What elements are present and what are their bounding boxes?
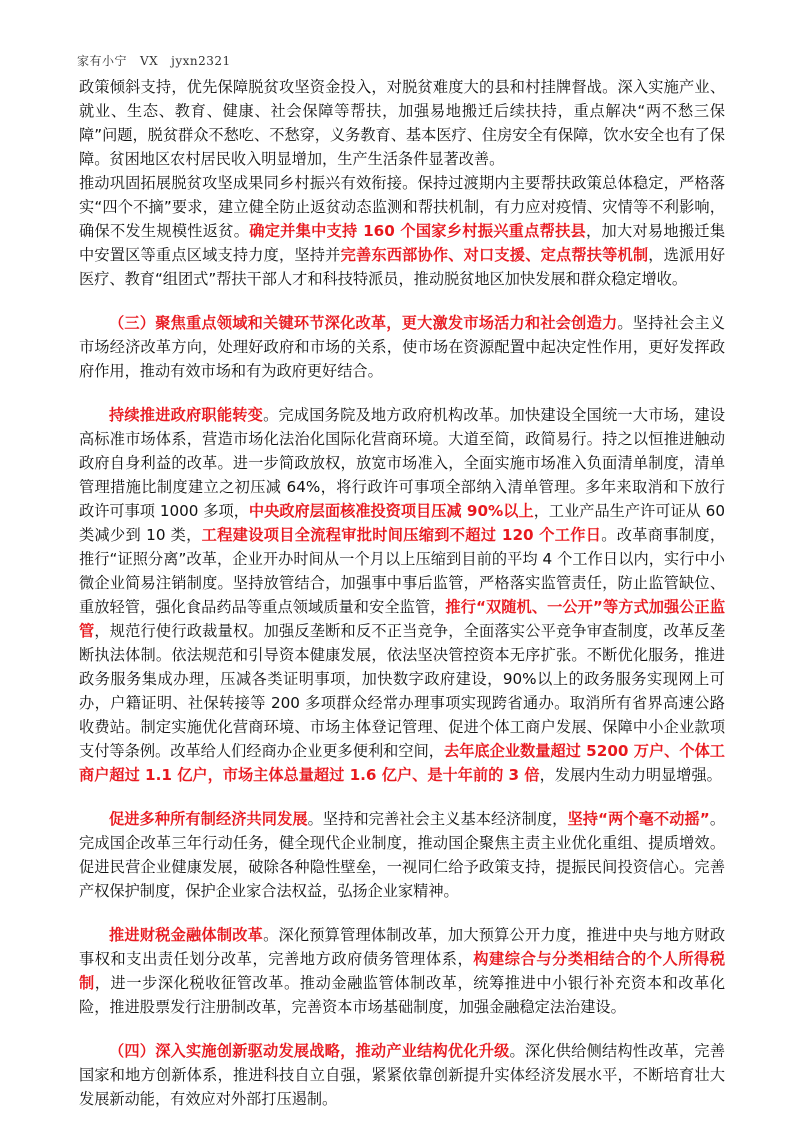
paragraph-gap <box>79 903 725 923</box>
highlighted-text: 确定并集中支持 160 个国家乡村振兴重点帮扶县 <box>249 222 587 240</box>
highlighted-text: 推进财税金融体制改革 <box>109 926 264 944</box>
paragraph-gap <box>79 383 725 403</box>
document-body <box>79 75 725 1111</box>
highlighted-text: 构建综合与分类相结合的个人所得税制 <box>79 950 726 992</box>
body-text: ，工业产品生产许可证从 60 类减少到 10 类， <box>79 502 726 544</box>
paragraph-gap <box>79 1019 725 1039</box>
body-text: 。深化预算管理体制改革，加大预算公开力度，推进中央与地方财政事权和支出责任划分改革，完善地方政府债务管理体系， <box>79 926 726 968</box>
body-text: ，加大对易地搬迁集中安置区等重点区域支持力度，坚持并 <box>79 222 725 264</box>
body-text: 政策倾斜支持，优先保障脱贫攻坚资金投入，对脱贫难度大的县和村挂牌督战。深入实施产业、就业、生态、教育、健康、社会保障等帮扶，加强易地搬迁后续扶持，重点解决“两不愁三保障”问题，脱贫群众不愁吃、不愁穿，义务教育、基本医疗、住房安全有保障，饮水安全也有了保障。贫困地区农村居民收入明显增加，生产生活条件显著改善。 <box>79 78 725 168</box>
highlighted-text: 中央政府层面核准投资项目压减 90%以上 <box>248 502 534 520</box>
highlighted-text: （三）聚焦重点领域和关键环节深化改革，更大激发市场活力和社会创造力 <box>109 314 618 332</box>
highlighted-text: 去年底企业数量超过 5200 万户、个体工商户超过 1.1 亿户，市场主体总量超过 1.6 亿户、是十年前的 3 倍 <box>79 742 725 784</box>
body-text: 。完成国企改革三年行动任务，健全现代企业制度，推动国企聚焦主责主业优化重组、提质增效。促进民营企业健康发展，破除各种隐性壁垒，一视同仁给予政策支持，提振民间投资信心。完善产权保护制度，保护企业家合法权益，弘扬企业家精神。 <box>79 810 726 900</box>
page-header <box>77 52 231 69</box>
body-text: 。完成国务院及地方政府机构改革。加快建设全国统一大市场，建设高标准市场体系，营造市场化法治化国际化营商环境。大道至简，政简易行。持之以恒推进触动政府自身利益的改革。进一步简政放权，放宽市场准入，全面实施市场准入负面清单制度，清单管理措施比制度建立之初压减 64%，将行政许可事项全部纳入清单管理。多年来取消和下放行政许可事项 1000 多项， <box>79 406 726 520</box>
header-vx-id: jyxn2321 <box>171 54 231 68</box>
body-text: 。坚持社会主义市场经济改革方向，处理好政府和市场的关系，使市场在资源配置中起决定性作用，更好发挥政府作用，推动有效市场和有为政府更好结合。 <box>79 314 726 380</box>
paragraph-gap <box>79 291 725 311</box>
body-text: 。改革商事制度，推行“证照分离”改革，企业开办时间从一个月以上压缩到目前的平均 4 个工作日以内，实行中小微企业简易注销制度。坚持放管结合，加强事中事后监管，严格落实监管责任，防止监管缺位、重放轻管，强化食品药品等重点领域质量和安全监管， <box>79 526 726 616</box>
paragraph <box>79 311 725 383</box>
paragraph <box>79 923 725 1019</box>
highlighted-text: （四）深入实施创新驱动发展战略，推动产业结构优化升级 <box>109 1042 510 1060</box>
paragraph <box>79 1039 725 1111</box>
highlighted-text: 工程建设项目全流程审批时间压缩到不超过 120 个工作日 <box>201 526 602 544</box>
highlighted-text: 促进多种所有制经济共同发展 <box>109 810 308 828</box>
body-text: ，进一步深化税收征管改革。推动金融监管体制改革，统筹推进中小银行补充资本和改革化险，推进股票发行注册制改革，完善资本市场基础制度，加强金融稳定法治建设。 <box>79 974 726 1016</box>
paragraph-gap <box>79 787 725 807</box>
body-text: ，选派用好医疗、教育“组团式”帮扶干部人才和科技特派员，推动脱贫地区加快发展和群众稳定增收。 <box>79 246 726 288</box>
paragraph <box>79 75 725 171</box>
highlighted-text: 完善东西部协作、对口支援、定点帮扶等机制 <box>340 246 649 264</box>
highlighted-text: 持续推进政府职能转变 <box>109 406 264 424</box>
paragraph <box>79 171 725 291</box>
header-author: 家有小宁 <box>77 54 128 68</box>
body-text: 推动巩固拓展脱贫攻坚成果同乡村振兴有效衔接。保持过渡期内主要帮扶政策总体稳定，严格落实“四个不摘”要求，建立健全防止返贫动态监测和帮扶机制，有力应对疫情、灾情等不利影响，确保不发生规模性返贫。 <box>79 174 725 240</box>
body-text: ，发展内生动力明显增强。 <box>539 766 722 784</box>
highlighted-text: 坚持“两个毫不动摇” <box>567 810 710 828</box>
paragraph <box>79 807 725 903</box>
header-vx-label: VX <box>139 54 159 68</box>
body-text: 。深化供给侧结构性改革，完善国家和地方创新体系，推进科技自立自强，紧紧依靠创新提升实体经济发展水平，不断培育壮大发展新动能，有效应对外部打压遏制。 <box>79 1042 726 1108</box>
paragraph <box>79 403 725 787</box>
body-text: ，规范行使行政裁量权。加强反垄断和反不正当竞争，全面落实公平竞争审查制度，改革反垄断执法体制。依法规范和引导资本健康发展，依法坚决管控资本无序扩张。不断优化服务，推进政务服务集成办理，压减各类证明事项，加快数字政府建设，90%以上的政务服务实现网上可办，户籍证明、社保转接等 200 多项群众经常办理事项实现跨省通办。取消所有省界高速公路收费站。制定实施优化营商环境、市场主体登记管理、促进个体工商户发展、保障中小企业款项支付等条例。改革给人们经商办企业更多便利和空间， <box>79 622 726 760</box>
highlighted-text: 推行“双随机、一公开”等方式加强公正监管 <box>79 598 726 640</box>
body-text: 。坚持和完善社会主义基本经济制度， <box>307 810 568 828</box>
